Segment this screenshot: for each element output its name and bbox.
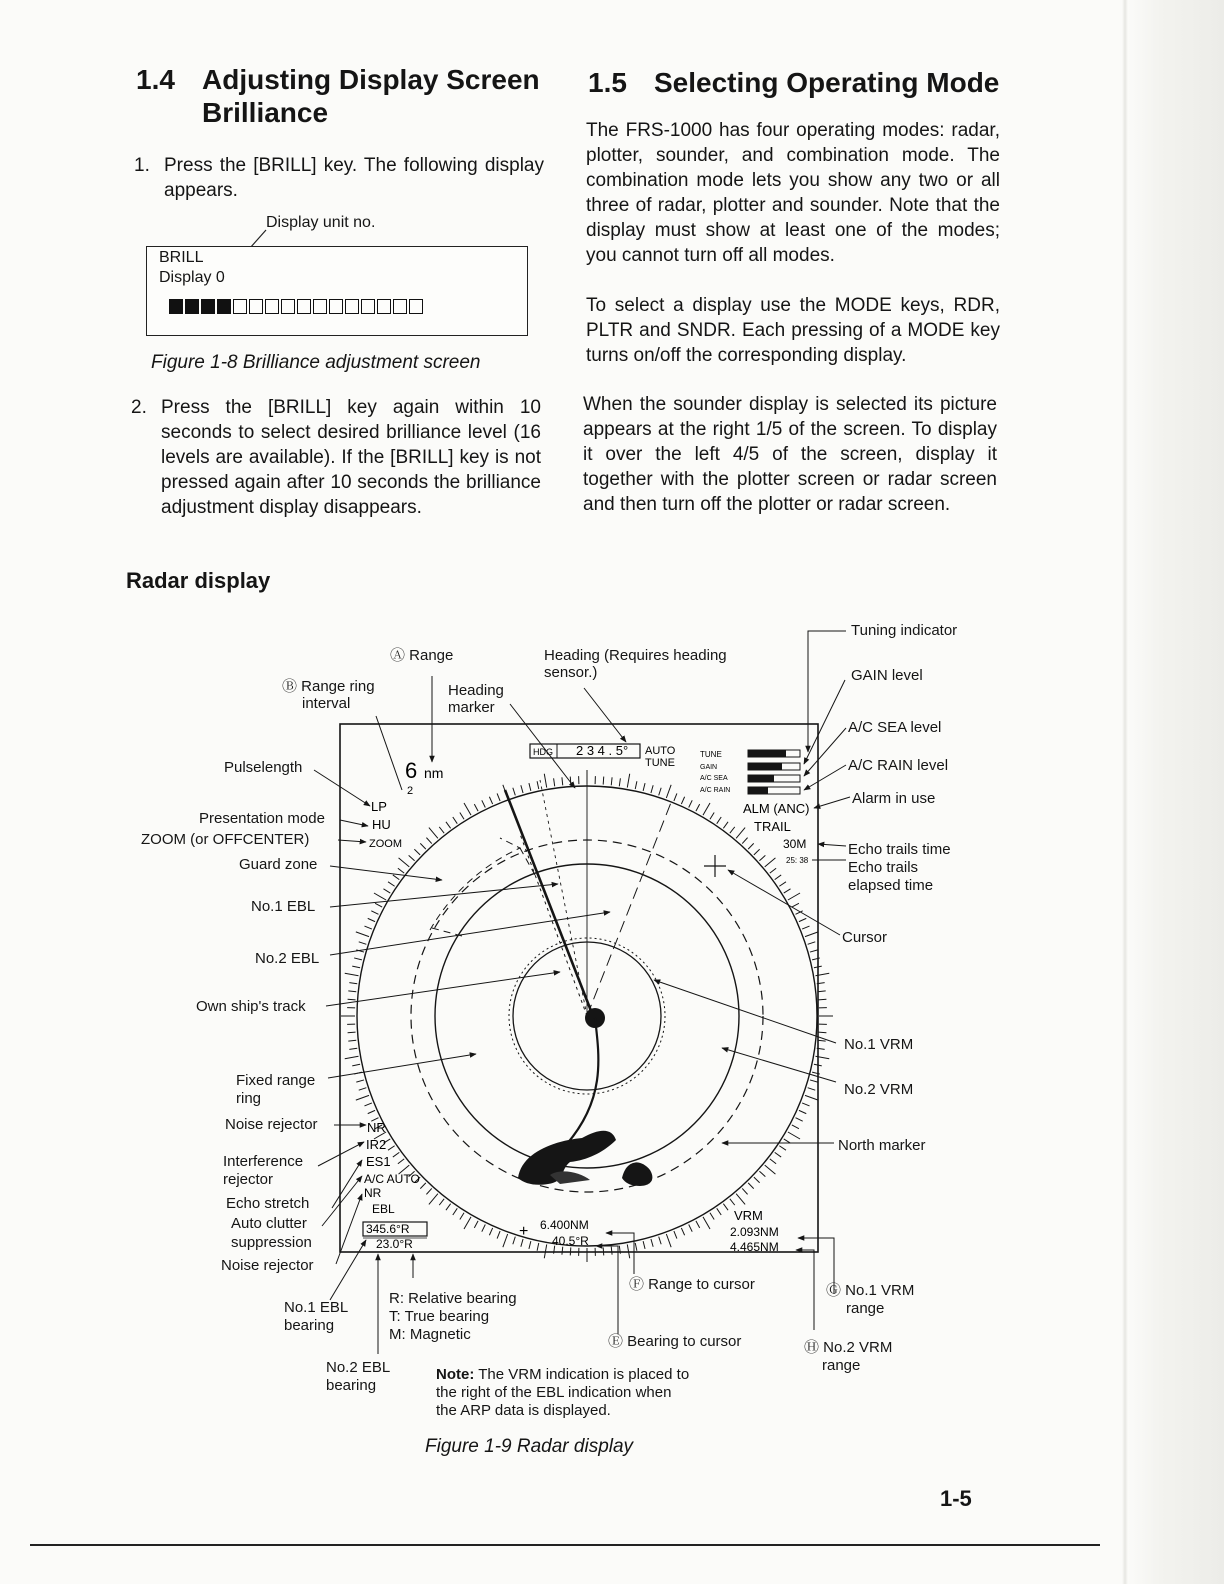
label-presentation-mode: Presentation mode [199,810,325,827]
bearing-tick [635,781,637,789]
nr2-value: NR [364,1186,382,1200]
bearing-tick [710,1213,714,1220]
bearing-tick [748,1183,754,1189]
bearing-tick [345,1056,359,1058]
bearing-tick [799,1110,806,1113]
label-fixed-ring-1: Fixed range [236,1072,316,1089]
bearing-tick [723,822,728,828]
bearing-tick [371,911,378,915]
radar-display-heading: Radar display [126,568,271,593]
bearing-tick [689,1225,693,1232]
bearing-tick [770,1159,776,1164]
bearing-tick [482,1225,486,1232]
brill-label: BRILL [159,249,204,266]
bearing-tick [460,812,464,819]
bearing-tick [374,893,386,900]
bearing-tick [439,1199,444,1205]
label-no1-vrm-range-1: Ⓖ No.1 VRM [826,1282,915,1299]
bearing-tick [779,882,786,886]
bearing-tick [619,778,620,786]
label-heading-marker-1: Heading [448,682,504,699]
bearing-tick [453,1208,457,1215]
bearing-tick [439,827,444,833]
label-no1-vrm-range-2: range [846,1300,885,1317]
bearing-tick [666,1234,671,1247]
note-line-1 [436,1366,689,1384]
bearing-tick [474,804,478,811]
bearing-tick [368,1110,375,1113]
bearing-tick [651,785,653,793]
label-echo-trails-time: Echo trails time [848,841,951,858]
bearing-tick [730,1199,735,1205]
note-text-1: The VRM indication is placed to [474,1366,690,1383]
bearing-tick [723,1204,728,1210]
nr-value: NR [367,1120,386,1135]
bearing-tick [674,793,677,800]
land-echo-2 [622,1162,652,1186]
bearing-tick [674,1231,677,1238]
bearing-tick [453,817,457,824]
bearing-tick [570,777,571,785]
label-no2-vrm-range-1: Ⓗ No.2 VRM [804,1339,893,1356]
figure-1-9-caption: Figure 1-9 Radar display [425,1436,634,1457]
section-title: Selecting Operating Mode [654,67,1000,98]
bearing-tick [818,991,826,992]
bearing-tick [742,1188,747,1194]
bearing-tick [429,1194,438,1205]
hdg-label: HDG [533,747,553,757]
mode-paragraph-1: The FRS-1000 has four operating modes: radar, plotter, sounder, and combination mode. The combination mode lets you show any two or all three of radar, plotter and sounder. Note that the display must show at least one of the modes; you cannot turn off all modes. [586,120,1000,266]
bearing-tick [537,1243,539,1251]
label-own-track: Own ship's track [196,998,306,1015]
label-echo-elapsed-1: Echo trails [848,859,919,876]
label-heading-note-1: Heading (Requires heading [544,647,727,664]
bearing-tick [388,1146,395,1150]
label-interference-2: rejector [223,1171,274,1188]
bearing-tick [364,1103,371,1106]
bearing-tick [399,858,410,867]
hdg-value: 2 3 4 . 5° [576,743,629,758]
bottom-rule [30,1544,1100,1546]
bearing-tick [681,1228,684,1235]
zoom-value: ZOOM [369,838,402,850]
label-no2-ebl: No.2 EBL [255,950,320,967]
bearing-tick [393,1152,399,1157]
label-no2-ebl-bearing-1: No.2 EBL [326,1359,391,1376]
bearing-tick [689,800,693,807]
label-bearing-m: M: Magnetic [389,1326,471,1343]
label-no1-vrm: No.1 VRM [844,1036,914,1053]
bearing-tick [611,777,612,785]
label-no2-ebl-bearing-2: bearing [326,1377,377,1394]
bearing-tick [808,942,816,944]
bearing-tick [603,1247,604,1255]
bearing-tick [659,1237,661,1245]
step-number: 1. [134,155,150,176]
label-auto-clutter-2: suppression [231,1234,312,1251]
bearing-tick [818,999,826,1000]
bearing-tick [754,1177,760,1183]
bearing-tick [420,1183,426,1189]
guard-zone [430,838,535,936]
label-no2-vrm: No.2 VRM [844,1081,914,1098]
bearing-tick [570,1247,571,1255]
note-bold: Note: [436,1366,475,1383]
bar-tune-label: TUNE [700,750,722,759]
label-ac-rain-level: A/C RAIN level [848,757,949,774]
bearing-tick [784,889,791,893]
vrm2-value: 4.465NM [730,1240,779,1254]
bearing-tick [464,803,471,815]
pulselength-value: LP [371,799,387,814]
bearing-tick [748,843,754,849]
bearing-tick [805,932,818,937]
label-range-ring-1: Ⓑ Range ring [282,678,375,695]
bearing-tick [460,1213,464,1220]
label-range-to-cursor: Ⓕ Range to cursor [629,1276,755,1293]
bearing-tick [348,1032,356,1033]
step-number: 2. [131,397,147,418]
bearing-tick [544,774,546,788]
trail-elapsed-value: 25: 38 [786,856,809,865]
bearing-tick [348,999,356,1000]
label-heading-note-2: sensor.) [544,664,598,681]
label-range-ring-2: interval [302,695,351,712]
ebl-label: EBL [372,1202,395,1216]
mode-paragraph-2: To select a display use the MODE keys, RDR, PLTR and SNDR. Each pressing of a MODE key turns on/off the corresponding display. [586,295,1000,366]
bearing-tick [717,817,721,824]
bearing-tick [562,777,563,785]
bearing-tick [482,800,486,807]
section-title-line1: Adjusting Display Screen [202,64,540,95]
bearing-tick [775,875,781,880]
bearing-tick [802,1103,809,1106]
ir-value: IR2 [366,1137,387,1152]
bearing-tick [627,774,629,788]
ebl-2-line [587,800,672,1016]
label-cursor: Cursor [842,929,888,946]
label-alarm-in-use: Alarm in use [852,790,936,807]
bearing-tick [666,785,671,798]
trail-value: TRAIL [754,819,791,834]
bar-rain-label: A/C RAIN [700,787,731,794]
bearing-tick [414,849,420,855]
bearing-tick [356,932,369,937]
bearing-tick [696,1221,700,1228]
land-echo-3 [550,1171,590,1184]
label-gain-level: GAIN level [851,667,923,684]
bearing-tick [779,1146,786,1150]
bearing-tick [603,777,604,785]
bearing-tick [398,868,404,873]
bearing-tick [805,1095,818,1100]
bar-sea-label: A/C SEA [700,775,728,782]
label-guard-zone: Guard zone [239,856,318,873]
bearing-tick [529,1241,531,1249]
bearing-tick [651,1239,653,1247]
bearing-tick [368,918,375,921]
bearing-tick [792,1125,799,1129]
bearing-tick [792,903,799,907]
bearing-tick [359,942,367,944]
bearing-tick [611,1247,612,1255]
es-value: ES1 [366,1154,391,1169]
ebl1-value: 345.6°R [366,1222,410,1236]
note-line-3: the ARP data is displayed. [436,1402,611,1419]
bearing-tick [497,1231,500,1238]
label-auto-clutter-1: Auto clutter [231,1215,307,1232]
bearing-tick [759,855,765,860]
section-number: 1.5 [588,67,627,98]
bearing-tick [474,1221,478,1228]
bearing-tick [513,788,515,796]
bearing-tick [352,1064,360,1066]
bearing-tick [759,1171,765,1176]
label-noise-rejector: Noise rejector [225,1116,318,1133]
vrm-label: VRM [734,1208,763,1223]
bearing-tick [554,778,555,786]
bearing-tick [349,1048,357,1049]
bearing-tick [717,1208,721,1215]
figure-1-8-caption: Figure 1-8 Brilliance adjustment screen [151,352,481,373]
bearing-tick [635,1243,637,1251]
bearing-tick [736,828,745,839]
bearing-tick [345,973,359,975]
ebl-1-line [520,834,587,1016]
bearing-tick [770,868,776,873]
range-value: 6 [405,758,418,783]
bearing-tick [464,1217,471,1229]
bearing-tick [446,822,451,828]
label-ac-sea-level: A/C SEA level [848,719,942,736]
label-interference-1: Interference [223,1153,304,1170]
section-title-line2: Brilliance [202,97,329,128]
bar-gain-label: GAIN [700,764,718,771]
bearing-tick [359,1088,367,1090]
bearing-tick [489,797,492,804]
own-ship-track [566,1018,598,1145]
bearing-tick [388,882,395,886]
bearing-tick [521,785,523,793]
bearing-tick [810,1080,818,1082]
bearing-tick [765,858,776,867]
label-noise-rejector-2: Noise rejector [221,1257,314,1274]
bearing-tick [659,788,661,796]
bearing-tick [796,1118,803,1122]
cursor-range-value: 6.400NM [540,1218,589,1232]
bearing-tick [529,783,531,791]
bearing-tick [765,1165,776,1174]
bearing-tick [364,926,371,929]
presentation-value: HU [372,817,391,832]
bearing-tick [348,991,356,992]
label-pulselength: Pulselength [224,759,303,776]
bearing-tick [356,1080,364,1082]
bearing-tick [354,958,362,960]
vrm1-value: 2.093NM [730,1225,779,1239]
bearing-tick [426,838,431,844]
label-bearing-t: T: True bearing [389,1308,490,1325]
bearing-tick [818,1032,826,1033]
label-bearing-to-cursor: Ⓔ Bearing to cursor [608,1333,742,1350]
label-north-marker: North marker [838,1137,926,1154]
bearing-tick [643,783,645,791]
label-no1-ebl: No.1 EBL [251,898,316,915]
label-no1-ebl-bearing-1: No.1 EBL [284,1299,349,1316]
heading-marker-line [505,790,593,1016]
range-unit: nm [424,765,444,781]
label-no1-ebl-bearing-2: bearing [284,1317,335,1334]
step-text: Press the [BRILL] key. The following display appears. [164,155,544,201]
bearing-tick [696,804,700,811]
bearing-tick [375,903,382,907]
bearing-tick [681,797,684,804]
tune-text: TUNE [645,757,675,769]
bearing-tick [356,1095,369,1100]
bearing-tick [349,983,357,984]
bearing-tick [383,889,390,893]
note-line-2: the right of the EBL indication when [436,1384,672,1401]
label-heading-marker-2: marker [448,699,495,716]
bearing-tick [426,1188,431,1194]
bearing-tick [802,926,809,929]
label-echo-stretch: Echo stretch [226,1195,310,1212]
bearing-tick [537,781,539,789]
bearing-tick [818,1040,826,1041]
cursor-plus: + [519,1223,529,1240]
bearing-tick [393,875,399,880]
bearing-tick [398,1159,404,1164]
label-zoom-offcenter: ZOOM (or OFFCENTER) [141,831,310,848]
bearing-tick [513,1237,515,1245]
bearing-tick [703,1217,710,1229]
bearing-tick [736,1194,745,1205]
label-no2-vrm-range-2: range [822,1357,861,1374]
cursor-bearing-value: 40.5°R [552,1234,589,1248]
section-number: 1.4 [136,64,175,95]
bearing-tick [788,1132,800,1139]
bearing-tick [730,827,735,833]
bearing-tick [643,1241,645,1249]
page-number: 1-5 [940,1486,972,1511]
bearing-tick [352,966,360,968]
bearing-tick [503,1234,508,1247]
label-bearing-r: R: Relative bearing [389,1290,517,1307]
display-number: Display 0 [159,269,225,286]
bearing-tick [429,828,438,839]
bearing-tick [446,1204,451,1210]
display-unit-label: Display unit no. [266,214,376,231]
label-echo-elapsed-2: elapsed time [848,877,934,894]
bearing-tick [775,1152,781,1157]
ac-auto-value: A/C AUTO [364,1172,420,1186]
label-tuning-indicator: Tuning indicator [851,622,958,639]
bearing-tick [409,855,415,860]
label-range: Ⓐ Range [390,647,454,664]
mode-paragraph-3: When the sounder display is selected its picture appears at the right 1/5 of the screen. To display it over the left 4/5 of the screen, display it together with the plotter screen or radar screen and then turn off the plotter or radar screen. [583,394,997,515]
bearing-tick [489,1228,492,1235]
bearing-tick [420,843,426,849]
auto-text: AUTO [645,745,676,757]
bearing-tick [742,838,747,844]
bearing-tick [788,893,800,900]
bearing-tick [754,849,760,855]
bearing-tick [710,812,714,819]
ring-interval: 2 [407,785,414,797]
bearing-tick [810,950,818,952]
trail-time-value: 30M [783,837,807,851]
step-text: Press the [BRILL] key again within 10 seconds to select desired brilliance level (16 levels are available). If the [BRILL] key is not pressed again after 10 seconds the brilliance adjustment display disappears. [161,397,541,518]
bearing-tick [497,793,500,800]
bearing-tick [348,1040,356,1041]
bearing-tick [703,803,710,815]
label-fixed-ring-2: ring [236,1090,262,1107]
alarm-value: ALM (ANC) [743,801,810,816]
bearing-tick [521,1239,523,1247]
bearing-tick [808,1088,816,1090]
ebl2-value: 23.0°R [376,1237,413,1251]
bearing-tick [799,918,806,921]
